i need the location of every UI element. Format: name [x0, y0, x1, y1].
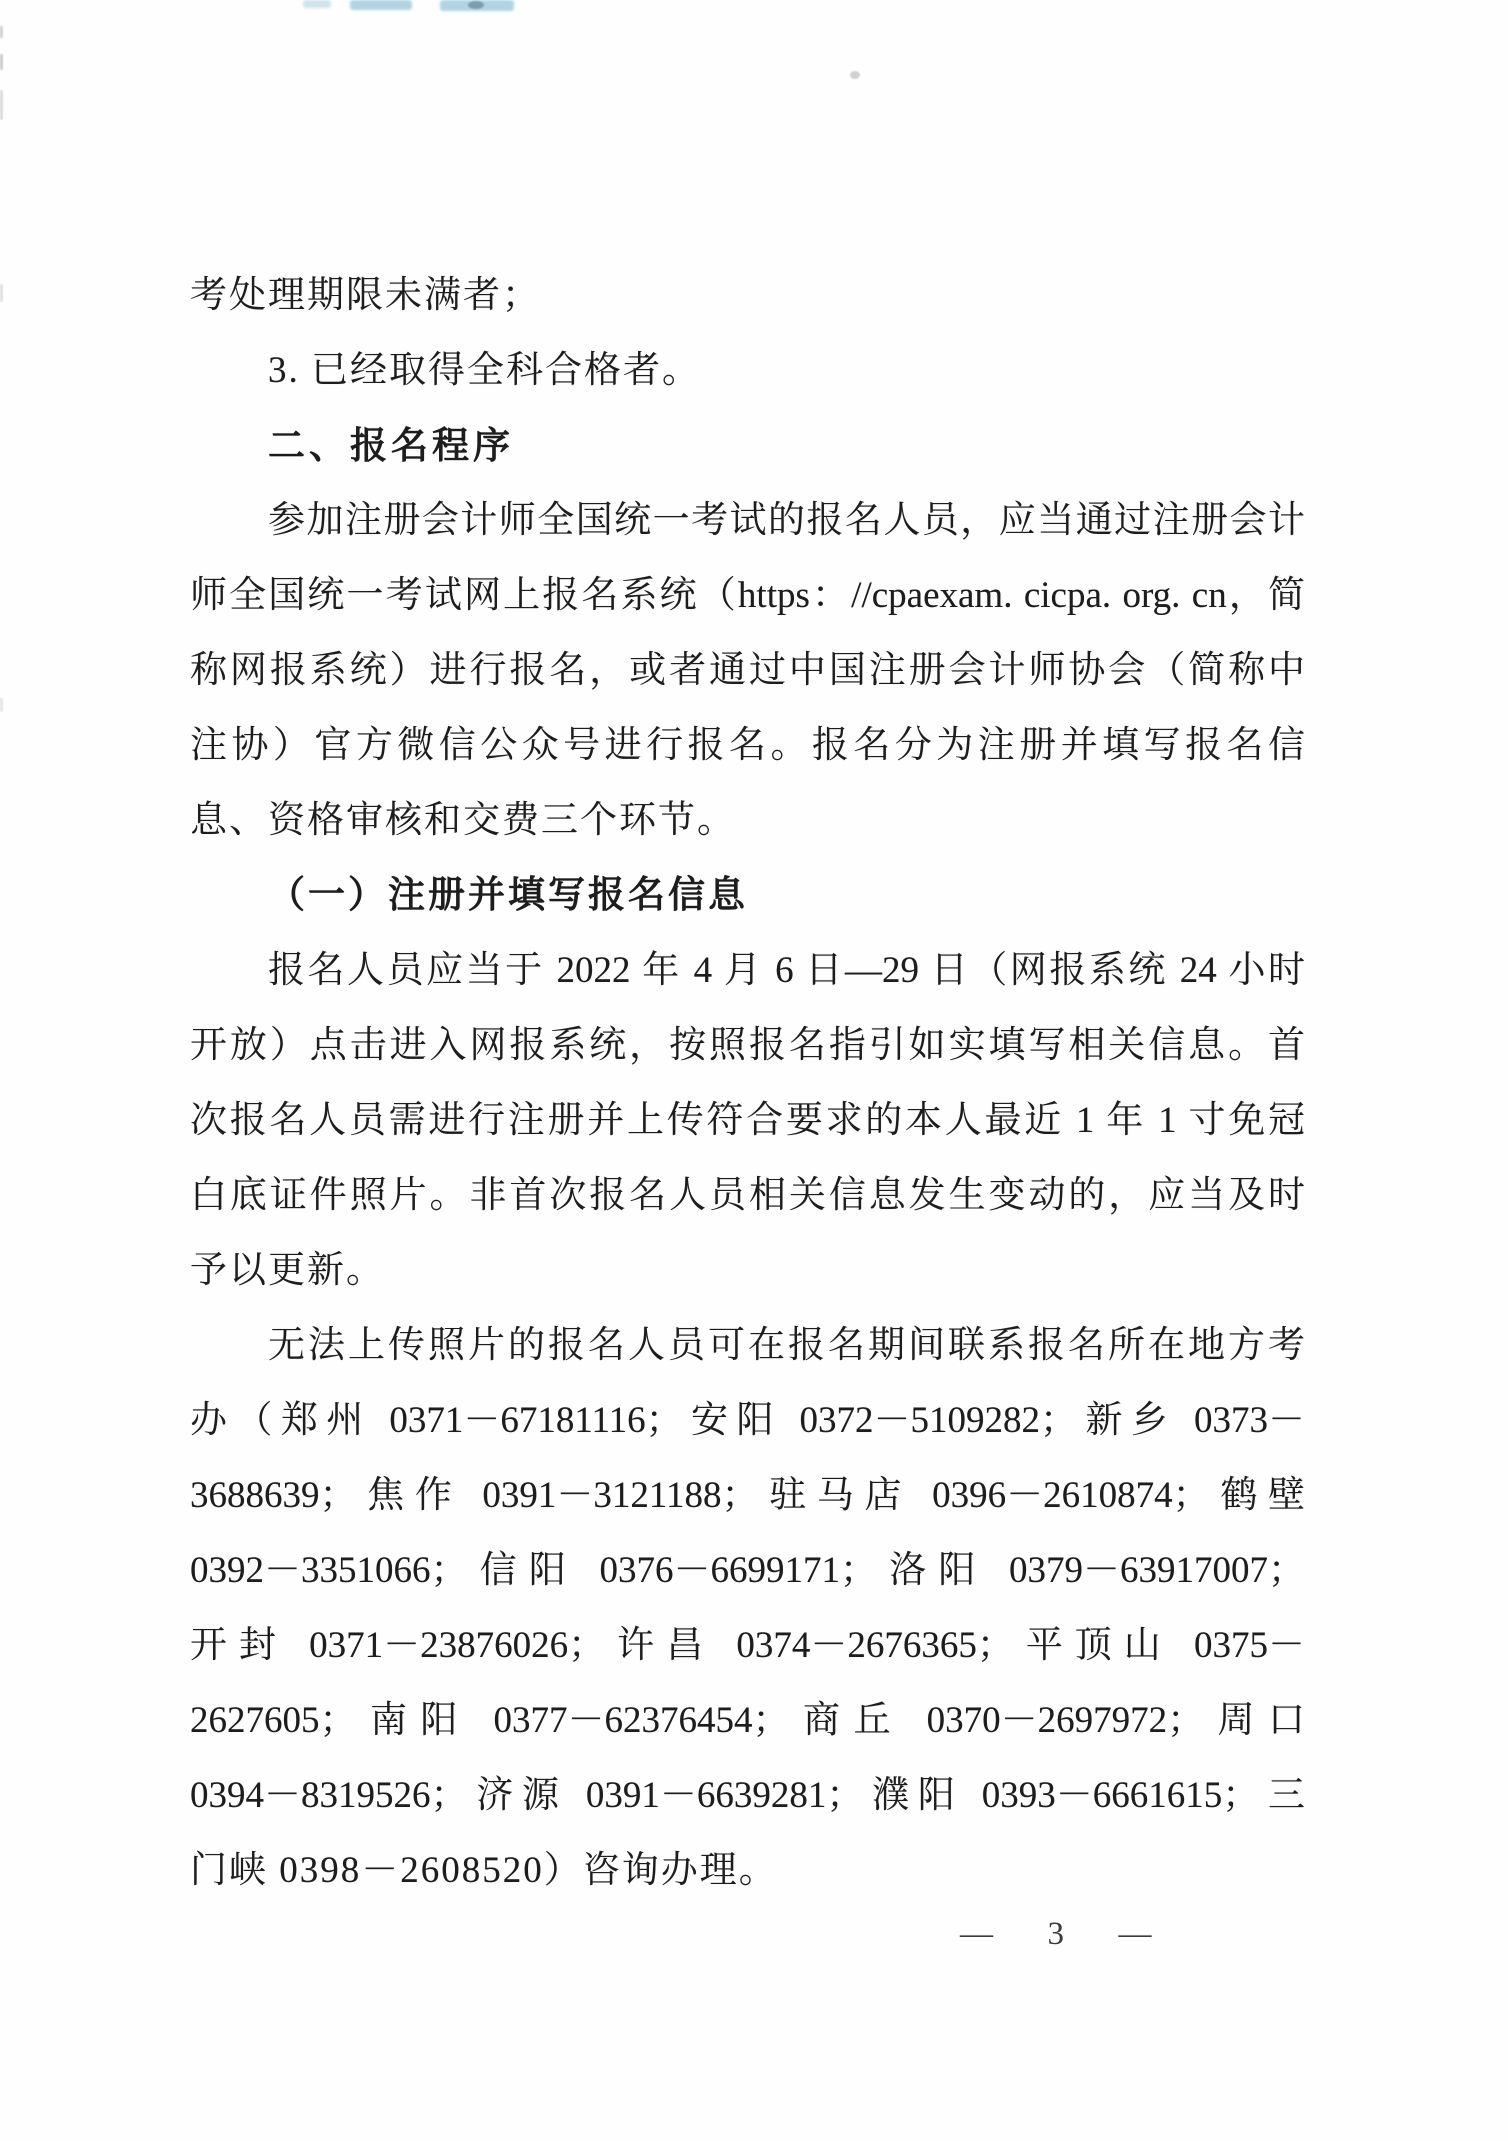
document-line: （一）注册并填写报名信息 [268, 875, 748, 916]
document-line: 开封 0371－23876026；许昌 0374－2676365；平顶山 0375－ [190, 1625, 1305, 1666]
document-line: 0394－8319526；济源 0391－6639281；濮阳 0393－6661615；三 [190, 1775, 1305, 1816]
scan-speck-top [468, 1, 484, 9]
document-line: 师全国统一考试网上报名系统（https：//cpaexam. cicpa. org. cn，简 [190, 575, 1305, 616]
page-number: — 3 — [960, 1916, 1154, 1952]
document-body [190, 258, 1305, 1908]
document-line: 0392－3351066；信阳 0376－6699171；洛阳 0379－63917007； [190, 1550, 1305, 1591]
document-line: 予以更新。 [190, 1250, 385, 1291]
document-line: 注协）官方微信公众号进行报名。报名分为注册并填写报名信 [190, 725, 1305, 766]
document-line: 2627605；南阳 0377－62376454；商丘 0370－2697972；周口 [190, 1700, 1305, 1741]
scan-dot [850, 71, 860, 79]
document-line: 息、资格审核和交费三个环节。 [190, 800, 736, 841]
document-line: 开放）点击进入网报系统，按照报名指引如实填写相关信息。首 [190, 1025, 1305, 1066]
document-line: 次报名人员需进行注册并上传符合要求的本人最近 1 年 1 寸免冠 [190, 1100, 1305, 1141]
scan-edge-smudge [0, 698, 3, 712]
document-line: 称网报系统）进行报名，或者通过中国注册会计师协会（简称中 [190, 650, 1305, 691]
document-line: 门峡 0398－2608520）咨询办理。 [190, 1850, 778, 1891]
scan-smudge-top-2 [350, 0, 412, 10]
document-line: 办（郑州 0371－67181116；安阳 0372－5109282；新乡 0373－ [190, 1400, 1305, 1441]
document-line: 3. 已经取得全科合格者。 [268, 350, 701, 391]
document-line: 报名人员应当于 2022 年 4 月 6 日—29 日（网报系统 24 小时 [268, 950, 1305, 991]
scan-smudge-top-3 [440, 0, 514, 11]
scan-smudge-top-1 [303, 0, 331, 8]
scan-edge-smudge [0, 26, 3, 38]
document-line: 白底证件照片。非首次报名人员相关信息发生变动的，应当及时 [190, 1175, 1305, 1216]
scan-edge-smudge [0, 90, 3, 120]
document-line: 无法上传照片的报名人员可在报名期间联系报名所在地方考 [268, 1325, 1305, 1366]
scan-edge-smudge [0, 284, 3, 302]
scan-edge-smudge [0, 54, 3, 70]
document-line: 3688639；焦作 0391－3121188；驻马店 0396－2610874；鹤壁 [190, 1475, 1305, 1516]
document-line: 参加注册会计师全国统一考试的报名人员，应当通过注册会计 [268, 500, 1305, 541]
document-line: 二、报名程序 [268, 425, 514, 466]
document-line: 考处理期限未满者； [190, 275, 541, 316]
